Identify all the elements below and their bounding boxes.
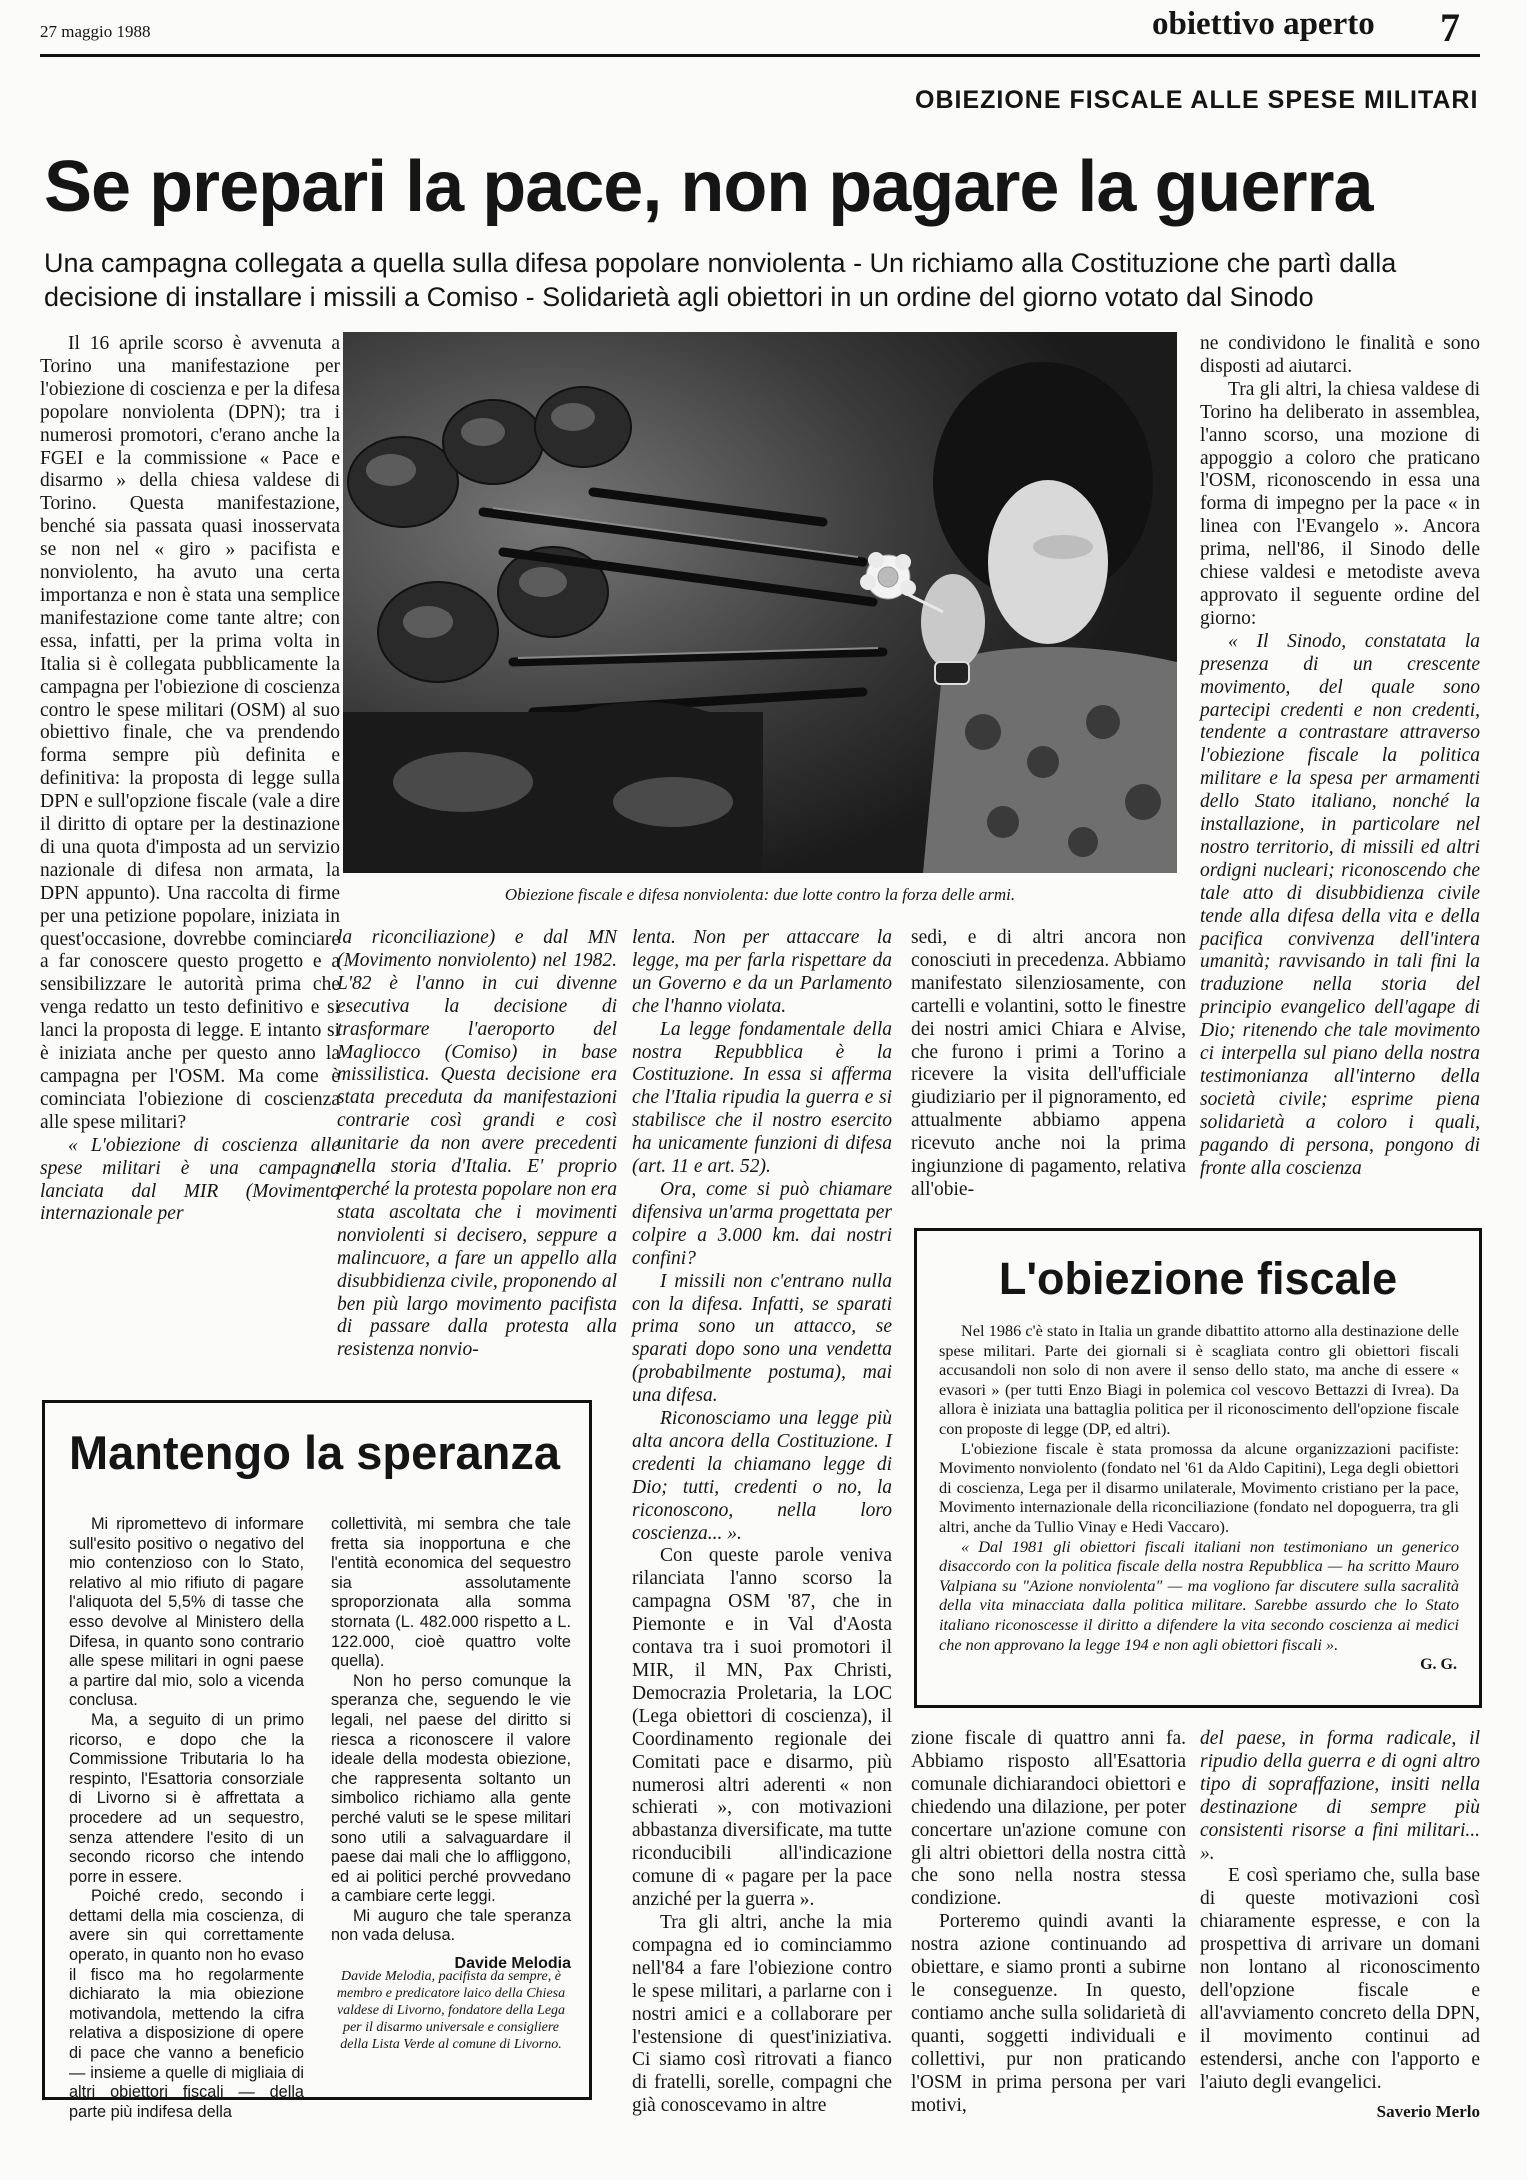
paragraph: E così speriamo che, sulla base di queste motivazioni così chiaramente espresse, e con la prospettiva di arrivare un domani non lontano al riconoscimento dell'opzione fiscale e all'avviamento concreto della DPN, il movimento continui ad estendersi, anche con l'apporto e l'aiuto degli evangelici. bbox=[1200, 1865, 1480, 2093]
deck-line: Una campagna collegata a quella sulla difesa popolare nonviolenta - Un richiamo alla Costituzione che partì dalla bbox=[44, 248, 1397, 278]
headline: Se prepari la pace, non pagare la guerra bbox=[44, 147, 1373, 227]
paragraph: Mi auguro che tale speranza non vada delusa. bbox=[331, 1906, 571, 1945]
paragraph: Riconosciamo una legge più alta ancora della Costituzione. I credenti la chiamano legge di Dio; tutti, credenti o no, la riconoscono, nella loro coscienza... ». bbox=[632, 1408, 892, 1544]
box-title: Mantengo la speranza bbox=[69, 1426, 560, 1479]
paragraph: Porteremo quindi avanti la nostra azione continuando ad obiettare, e siamo pronti a subirne le conseguenze. In questo, contiamo anche sulla solidarietà di quanti, soggetti individuali e collettivi, pur non praticando l'OSM in prima persona per vari motivi, bbox=[911, 1911, 1186, 2116]
box-column bbox=[331, 1515, 571, 1974]
paragraph: Ora, come si può chiamare difensiva un'arma progettata per colpire a 3.000 km. dai nostri confini? bbox=[632, 1178, 892, 1269]
article-column bbox=[337, 927, 617, 1362]
kicker: OBIEZIONE FISCALE ALLE SPESE MILITARI bbox=[915, 86, 1479, 114]
paragraph: Con queste parole veniva rilanciata l'anno scorso la campagna OSM '87, che in Piemonte e in Val d'Aosta contava tra i suoi promotori il MIR, il MN, Pax Christi, Democrazia Proletaria, la LOC (Lega obiettori di coscienza), il Coordinamento regionale dei Comitati pace e disarmo, più numerosi altri aderenti « non schierati », con motivazioni abbastanza diversificate, ma tutte riconducibili all'indicazione comune di « pagare per la pace anziché per la guerra ». bbox=[632, 1545, 892, 1911]
signature: Davide Melodia bbox=[454, 1955, 571, 1973]
sidebar-box-speranza bbox=[42, 1400, 592, 2121]
paragraph: « Dal 1981 gli obiettori fiscali italiani non testimoniano un generico disaccordo con la politica fiscale della nostra Repubblica — ha scritto Mauro Valpiana su "Azione nonviolenta" — ma vogliono far discutere sulla sacralità della vita minacciata dalla politica militare. Sarebbe assurdo che lo Stato italiano riconoscesse il diritto a difendere la vita secondo coscienza ai medici che non approvano la legge 194 e non agli obiettori fiscali ». bbox=[939, 1536, 1459, 1654]
paragraph: Nel 1986 c'è stato in Italia un grande dibattito attorno alla destinazione delle spese militari. Parte dei giornali si è scagliata contro gli obiettori fiscali accusandoli non solo di non avere il senso dello stato, ma anche di essere « evasori » (per tutti Enzo Biagi in polemica col vescovo Bettazzi di Ivrea). Da allora è iniziata una battaglia politica per il riconoscimento dell'opzione fiscale con proposte di legge (DP, ed altri). bbox=[939, 1321, 1459, 1438]
article-column bbox=[1200, 333, 1480, 1181]
paragraph: La legge fondamentale della nostra Repubblica è la Costituzione. In essa si afferma che l'Italia ripudia la guerra e si stabilisce che il nostro esercito ha unicamente funzioni di difesa (art. 11 e art. 52). bbox=[632, 1018, 892, 1178]
article-column bbox=[911, 1728, 1186, 2117]
paragraph: ne condividono le finalità e sono disposti ad aiutarci. bbox=[1200, 333, 1480, 377]
paragraph: collettività, mi sembra che tale fretta sia inopportuna e che l'entità economica del sequestro sia assolutamente sproporzionata alla somma stornata (L. 482.000 rispetto a L. 122.000, cioè quattro volte quella). bbox=[331, 1515, 571, 1671]
box-column bbox=[939, 1321, 1459, 1654]
paragraph: sedi, e di altri ancora non conosciuti in precedenza. Abbiamo manifestato silenziosamente, con cartelli e volantini, sotto le finestre dei nostri amici Chiara e Alvise, che furono i primi a Torino a ricevere la visita dell'ufficiale giudiziario per il pignoramento, ed attualmente abbiamo appena ricevuto anche noi la prima ingiunzione di pagamento, relativa all'obie- bbox=[911, 927, 1186, 1200]
box-title: L'obiezione fiscale bbox=[998, 1253, 1398, 1304]
paragraph: del paese, in forma radicale, il ripudio della guerra e di ogni altro tipo di sopraffazione, insiti nella destinazione di sempre più consistenti risorse a fini militari... ». bbox=[1200, 1728, 1480, 1864]
paragraph: lenta. Non per attaccare la legge, ma per farla rispettare da un Governo e da un Parlamento che l'hanno violata. bbox=[632, 927, 892, 1017]
paragraph: L'obiezione fiscale è stata promossa da alcune organizzazioni pacifiste: Movimento nonviolento (fondato nel '61 da Aldo Capitini), Lega degli obiettori di coscienza, Lega per il disarmo unilaterale, Movimento cristiano per la pace, Movimento internazionale della riconciliazione (fondato nel dopoguerra, tra gli altri, anche da Tullio Vinay e Hedi Vaccaro). bbox=[939, 1438, 1459, 1536]
paragraph: Tra gli altri, la chiesa valdese di Torino ha deliberato in assemblea, l'anno scorso, una mozione di appoggio a coloro che praticano l'OSM, riconoscendo in essa una forma di impegno per la pace « in linea con l'Evangelo ». Ancora prima, nell'86, il Sinodo delle chiese valdesi e metodiste aveva approvato il seguente ordine del giorno: bbox=[1200, 378, 1480, 629]
paragraph: Poiché credo, secondo i dettami della mia coscienza, di avere sin qui correttamente operato, in quanto non ho evaso il fisco ma ho regolarmente dichiarato la mia obiezione motivandola, mettendo la cifra relativa a disposizione di opere di pace che vanno a beneficio — insieme a quelle di migliaia di altri obiettori fiscali — della parte più indifesa della bbox=[69, 1887, 304, 2121]
paragraph: « Il Sinodo, constatata la presenza di un crescente movimento, del quale sono partecipi credenti e non credenti, tendente a contrastare attraverso l'obiezione fiscale la politica militare e la spesa per armamenti dello Stato italiano, nonché la installazione, in particolare nel nostro territorio, di missili ed altri ordigni nucleari; riconoscendo che tale atto di disubbidienza civile tende alla difesa della vita e della pacifica convivenza dell'intera umanità; ravvisando in tali fini la traduzione nella storia del principio evangelico dell'agape di Dio; ritenendo che tale movimento ci interpella sul piano della nostra testimonianza all'interno della società civile; esprime piena solidarietà a coloro i quali, pagando di persona, pongono di fronte alla coscienza bbox=[1200, 630, 1480, 1179]
paragraph: Ma, a seguito di un primo ricorso, e dopo che la Commissione Tributaria lo ha respinto, l'Esattoria consorziale di Livorno si è affrettata a procedere ad un sequestro, senza attendere l'esito di un secondo ricorso che intendo porre in essere. bbox=[69, 1710, 304, 1886]
page-number: 7 bbox=[1440, 5, 1460, 50]
deck bbox=[44, 246, 1484, 314]
paragraph: Mi ripromettevo di informare sull'esito positivo o negativo del mio contenzioso con lo Stato, relativo al mio rifiuto di pagare l'aliquota del 5,5% di tasse che esso devolve al Ministero della Difesa, in quanto sono contrario alle spese militari in ogni paese a partire dal mio, solo a vicenda conclusa. bbox=[69, 1515, 304, 1710]
sidebar-box-obiezione bbox=[914, 1228, 1482, 1708]
photo-caption: Obiezione fiscale e difesa nonviolenta: due lotte contro la forza delle armi. bbox=[504, 885, 1016, 904]
protest-photo-illustration bbox=[343, 332, 1177, 873]
issue-date: 27 maggio 1988 bbox=[40, 22, 151, 41]
paragraph: « L'obiezione di coscienza alle spese militari è una campagna lanciata dal MIR (Movimento internazionale per bbox=[40, 1134, 340, 1225]
article-column bbox=[1200, 1728, 1480, 2123]
article-column bbox=[632, 927, 892, 2118]
article-column bbox=[40, 333, 340, 1226]
paragraph: Il 16 aprile scorso è avvenuta a Torino una manifestazione per l'obiezione di coscienza e per la difesa popolare nonviolenta (DPN); tra i numerosi promotori, c'erano anche la FGEI e la commissione « Pace e disarmo » della chiesa valdese di Torino. Questa manifestazione, benché sia passata quasi inosservata se non nel « giro » pacifista e nonviolento, ha avuto una certa importanza e non è stata una semplice manifestazione come tante altre; con essa, infatti, per la prima volta in Italia si è collegata pubblicamente la campagna per l'obiezione di coscienza contro le spese militari (OSM) al suo obiettivo finale, che va prendendo forma sempre più definita e definitiva: la proposta di legge sulla DPN e sull'opzione fiscale (vale a dire il diritto di optare per la destinazione di una quota d'imposta ad un servizio nazionale di difesa non armata, la DPN appunto). Una raccolta di firme per una petizione popolare, iniziata in quest'occasione, dovrebbe cominciare a far conoscere questo progetto e a sensibilizzare le autorità prima che venga redatto un testo definitivo e si lanci la proposta di legge. E intanto si è iniziata anche per questo anno la campagna per l'OSM. Ma come è cominciata l'obiezione di coscienza alle spese militari? bbox=[40, 333, 340, 1133]
box-column bbox=[69, 1515, 304, 2122]
author-bio: Davide Melodia, pacifista da sempre, è membro e predicatore laico della Chiesa valdese di Livorno, fondatore della Lega per il disarmo universale e consigliere della Lista Verde al comune di Livorno. bbox=[336, 1969, 566, 2052]
deck-line: decisione di installare i missili a Comiso - Solidarietà agli obiettori in un ordine del giorno votato dal Sinodo bbox=[44, 282, 1314, 312]
paragraph: Non ho perso comunque la speranza che, seguendo le vie legali, nel paese del diritto si riesca a riconoscere il valore ideale della modesta obiezione, che rappresenta soltanto un simbolico richiamo alla gente perché valuti se le spese militari sono utili a salvaguardare il paese dai mali che lo affliggono, ed ai politici perché provvedano a cambiare certe leggi. bbox=[331, 1671, 571, 1906]
header-rule bbox=[40, 54, 1480, 57]
author-name: Saverio Merlo bbox=[1376, 2101, 1480, 2121]
article-column bbox=[911, 927, 1186, 1202]
paragraph: zione fiscale di quattro anni fa. Abbiamo risposto all'Esattoria comunale dichiarandoci obiettori e chiedendo una dilazione, per poter concertare un'azione comune con gli altri obiettori della nostra città che sono nella nostra stessa condizione. bbox=[911, 1728, 1186, 1910]
photo bbox=[343, 332, 1177, 873]
paragraph: la riconciliazione) e dal MN (Movimento nonviolento) nel 1982. L'82 è l'anno in cui divenne esecutiva la decisione di trasformare l'aeroporto del Magliocco (Comiso) in base missilistica. Questa decisione era stata preceduta da manifestazioni contrarie così grandi e così unitarie da non avere precedenti nella storia d'Italia. E' proprio perché la protesta popolare non era stata ascoltata che i movimenti nonviolenti si decisero, seppure a malincuore, a fare un appello alla disubbidienza civile, proponendo al ben più largo movimento pacifista di passare dalla protesta alla resistenza nonvio- bbox=[337, 927, 617, 1361]
initials-signature: G. G. bbox=[1420, 1656, 1457, 1673]
paragraph: Tra gli altri, anche la mia compagna ed io cominciammo nell'84 a fare l'obiezione contro le spese militari, a parlarne con i nostri amici e a collaborare per l'estensione di quest'iniziativa. Ci siamo così ritrovati a fianco di fratelli, sorelle, compagni che già conoscevamo in altre bbox=[632, 1911, 892, 2117]
paragraph: I missili non c'entrano nulla con la difesa. Infatti, se sparati prima sono un attacco, se sparati dopo sono una vendetta (probabilmente postuma), mai una difesa. bbox=[632, 1270, 892, 1407]
section-title: obiettivo aperto bbox=[1152, 6, 1375, 42]
